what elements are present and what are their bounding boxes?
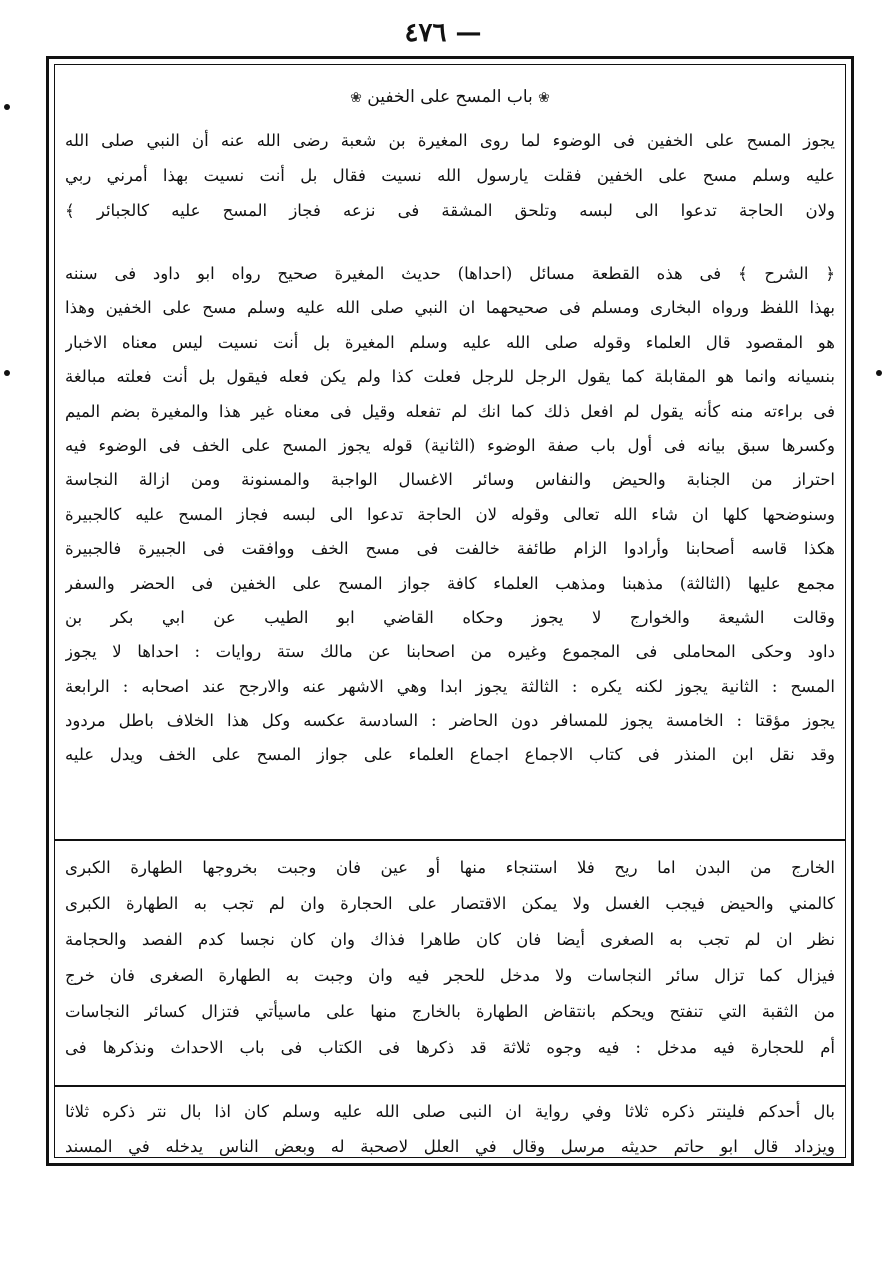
text-line: نظر ان لم تجب به الصغرى أيضا فان كان طاهرا فذاك وان كان نجسا كدم الفصد والحجامة [65,930,835,949]
page-frame-inner [54,64,846,1158]
text-line: وسنوضحها كلها ان شاء الله تعالى وقوله لان الحاجة تدعوا الى لبسه فجاز المسح عليه كالجبيرة [65,504,835,524]
page-frame [46,56,854,1166]
footnotes [65,1094,835,1164]
text-line: بهذا اللفظ ورواه البخارى ومسلم فى صحيحهما ان النبي صلى الله عليه وسلم مسح على الخفين وهذا [65,298,835,318]
text-line: مجمع عليها (الثالثة) مذهبنا ومذهب العلماء كافة جواز المسح على الخفين فى الحضر والسفر [65,573,835,593]
chapter-title [55,87,845,107]
margin-mark [4,104,10,110]
text-line: هكذا قاسه أصحابنا وأرادوا الزام طائفة خالفت فى مسح الخف ووافقت فى الجبيرة فالجبيرة [65,539,835,559]
text-line: الخارج من البدن اما ريح فلا استنجاء منها أو عين فان وجبت بخروجها الطهارة الكبرى [65,858,835,877]
text-line: هو المقصود قال العلماء وقوله صلى الله عليه وسلم المغيرة بل أنت نسيت ليس معناه الاخبار [65,332,835,352]
ornament-icon: ❀ [350,90,362,106]
lower-text [65,850,835,1066]
text-line: من الثقبة التي تنفتح ويحكم بانتقاض الطهارة بالخارج منها على ماسيأتي فتزال كسائر النجاسات [65,1002,835,1021]
text-line: ولان الحاجة تدعوا الى لبسه وتلحق المشقة فى نزعه فجاز المسح عليه كالجبائر ﴾ [65,201,835,220]
text-line: يجوز المسح على الخفين فى الوضوء لما روى المغيرة بن شعبة رضى الله عنه أن النبي صلى الله [65,131,835,150]
text-line: عليه وسلم مسح على الخفين فقلت يارسول الله نسيت فقال بل أنت نسيت بهذا أمرني ربي [65,166,835,185]
text-line: ﴿ الشرح ﴾ فى هذه القطعة مسائل (احداها) حديث المغيرة صحيح رواه ابو داود فى سننه [65,264,835,283]
text-line: كالمني والحيض فيجب الغسل ولا يمكن الاقتصار على الحجارة وان لم تجب به الطهارة الكبرى [65,894,835,913]
text-line: أم للحجارة فيه مدخل : فيه وجوه ثلاثة قد ذكرها فى الكتاب فى باب الاحداث ونذكرها فى [65,1038,835,1057]
text-line: فى براءته منه كأنه يقول لم افعل ذلك كما انك لم تفعله وقيل فى معناه غير هذا والمغيرة بضم الميم [65,401,835,421]
text-line: بنسيانه وانما هو المقابلة كما يقول الرجل للرجل فعلت كذا ولم يكن فعله فيقول بل أنت فعلته مبالغة [65,367,835,387]
chapter-title-text: باب المسح على الخفين [367,87,533,107]
text-line: داود وحكى المحاملى فى المجموع وغيره من اصحابنا عن مالك ستة روايات : احداها لا يجوز [65,642,835,662]
sharh-text [65,257,835,773]
text-line: وكسرها سبق بيانه فى أول باب صفة الوضوء (الثانية) قوله يجوز المسح على الخف فى الوضوء فيه [65,435,835,455]
text-line: المسح : الثانية يجوز لكنه يكره : الثالثة يجوز ابدا وهي الاشهر عنه والارجح عند اصحابه : الرابعة [65,676,835,696]
text-line: وقد نقل ابن المنذر فى كتاب الاجماع اجماع العلماء على جواز المسح على الخف ويدل عليه [65,745,835,765]
margin-mark [876,370,882,376]
text-line: وقالت الشيعة والخوارج لا يجوز وحكاه القاضي ابو الطيب عن ابي بكر بن [65,607,835,627]
text-line: يجوز مؤقتا : الخامسة يجوز للمسافر دون الحاضر : السادسة عكسه وكل هذا الخلاف باطل مردود [65,711,835,731]
ornament-icon: ❀ [538,90,550,106]
margin-mark [4,370,10,376]
footnote-line: ويزداد قال ابو حاتم حديثه مرسل وقال في العلل لاصحبة له وبعض الناس يدخله في المسند [65,1137,835,1156]
text-line: فيزال كما تزال سائر النجاسات ولا مدخل للحجر فيه وان وجبت به الطهارة الصغرى فان خرج [65,966,835,985]
footnote-divider [55,1085,845,1087]
footnote-line: بال أحدكم فلينتر ذكره ثلاثا وفي رواية ان النبى صلى الله عليه وسلم كان اذا بال نتر ذكره ثلاثا [65,1102,835,1121]
section-divider [55,839,845,841]
page-number: ٤٧٦ — [404,18,482,48]
matn-text [65,123,835,228]
text-line: احتراز من الجنابة والحيض والنفاس وسائر الاغسال الواجبة والمسنونة ومن ازالة النجاسة [65,470,835,490]
